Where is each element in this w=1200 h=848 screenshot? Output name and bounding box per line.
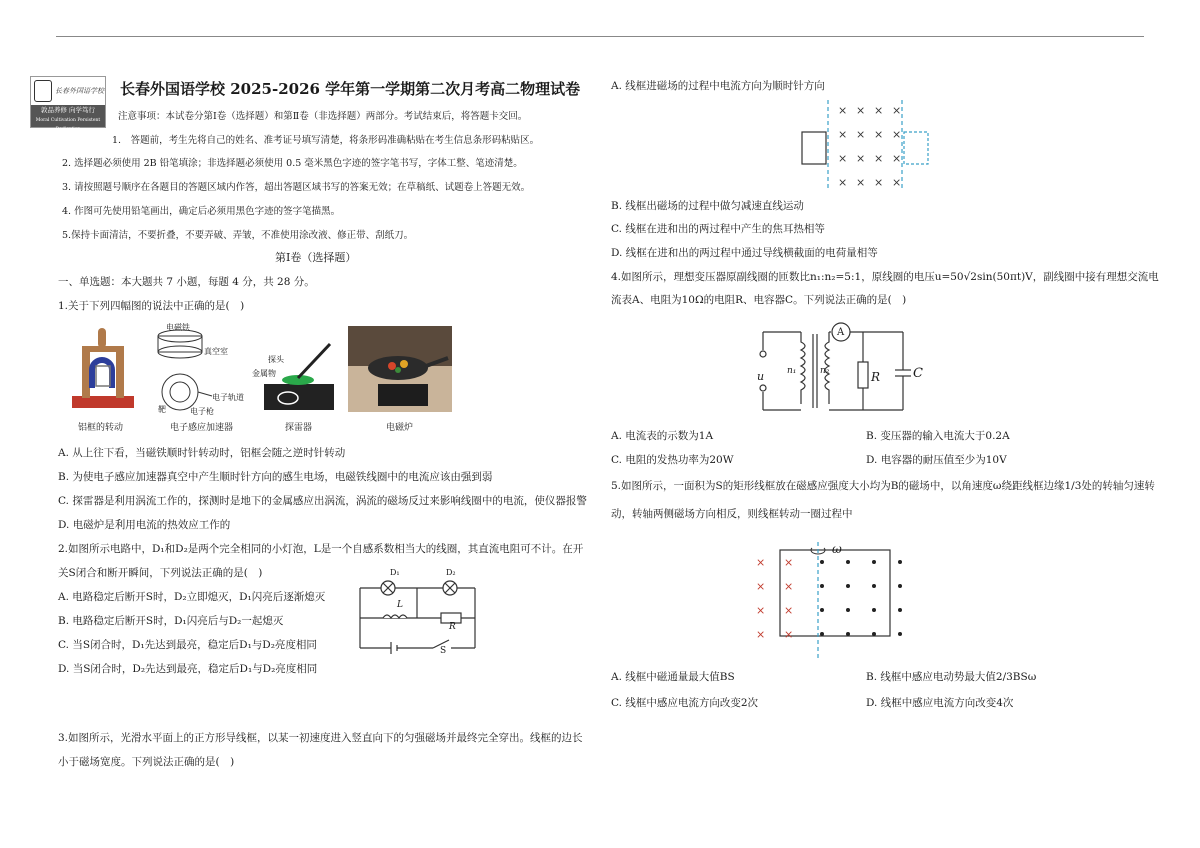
school-logo: [30, 76, 106, 132]
field-out-of-page-dot: [820, 584, 824, 588]
q3-stem-line2: 小于磁场宽度。下列说法正确的是( ): [58, 756, 235, 768]
q2-label-s: S: [440, 646, 447, 656]
q4-option-c: C. 电阻的发热功率为20W: [611, 454, 734, 466]
q4-option-d: D. 电容器的耐压值至少为10V: [866, 454, 1007, 466]
q2-option-a: A. 电路稳定后断开S时，D₂立即熄灭，D₁闪亮后逐渐熄灭: [58, 591, 326, 603]
field-out-of-page-dot: [872, 632, 876, 636]
q1-label-metal: 金属物: [252, 369, 276, 378]
q1-label-probe: 探头: [268, 355, 284, 364]
field-out-of-page-dot: [898, 560, 902, 564]
q1-label-target: 靶: [158, 405, 166, 414]
field-into-page-mark: ×: [756, 604, 766, 617]
q4-stem-line1: 4.如图所示，理想变压器原副线圈的匝数比n₁:n₂=5:1，原线圈的电压u=50√2sin(50πt)V，副线圈中接有理想交流电: [611, 271, 1159, 283]
q5-rotating-frame-diagram: [750, 538, 920, 662]
q1-fig-induction-cooker: [348, 326, 452, 412]
q2-label-d2: D₂: [446, 568, 456, 577]
field-into-page-mark: ×: [784, 604, 794, 617]
field-out-of-page-dot: [820, 608, 824, 612]
field-out-of-page-dot: [898, 608, 902, 612]
q1-label-vacuum: 真空室: [204, 347, 228, 356]
q3-option-d: D. 线框在进和出的两过程中通过导线横截面的电荷量相等: [611, 247, 878, 259]
field-into-page-mark: ×: [892, 152, 902, 165]
q4-transformer-circuit: [755, 320, 935, 420]
field-out-of-page-dot: [820, 560, 824, 564]
field-into-page-mark: ×: [874, 152, 884, 165]
q5-omega-label: ω: [832, 542, 842, 556]
q5-option-d: D. 线框中感应电流方向改变4次: [866, 697, 1014, 709]
section-instruction: 一、单选题：本大题共 7 小题，每题 4 分，共 28 分。: [58, 276, 315, 288]
notes-item-4: 4. 作图可先使用铅笔画出，确定后必须用黑色字迹的签字笔描黑。: [62, 206, 341, 217]
field-out-of-page-dot: [898, 632, 902, 636]
q1-option-a: A. 从上往下看，当磁铁顺时针转动时，铝框会随之逆时针转动: [58, 447, 346, 459]
q5-option-c: C. 线框中感应电流方向改变2次: [611, 697, 759, 709]
field-into-page-mark: ×: [856, 152, 866, 165]
field-out-of-page-dot: [846, 608, 850, 612]
field-into-page-mark: ×: [874, 176, 884, 189]
field-into-page-mark: ×: [874, 104, 884, 117]
field-into-page-mark: ×: [784, 628, 794, 641]
field-into-page-mark: ×: [838, 152, 848, 165]
q1-caption-3: 探雷器: [285, 423, 313, 433]
q1-option-b: B. 为使电子感应加速器真空中产生顺时针方向的感生电场，电磁铁线圈中的电流应该由强到弱: [58, 471, 493, 483]
notes-item-1: 1. 答题前，考生先将自己的姓名、准考证号填写清楚，将条形码准确粘贴在考生信息条形码粘贴区。: [112, 135, 540, 146]
q3-option-a: A. 线框进磁场的过程中电流方向为顺时针方向: [611, 80, 825, 92]
field-into-page-mark: ×: [784, 556, 794, 569]
q4-label-n2: n₂: [820, 366, 830, 376]
logo-motto: 敦品养修 向学笃行: [40, 106, 96, 114]
q3-option-c: C. 线框在进和出的两过程中产生的焦耳热相等: [611, 223, 825, 235]
field-into-page-mark: ×: [856, 128, 866, 141]
q5-option-a: A. 线框中磁通量最大值BS: [611, 671, 735, 683]
q3-option-b: B. 线框出磁场的过程中做匀减速直线运动: [611, 200, 804, 212]
q3-magnetic-field-diagram: [800, 98, 940, 190]
field-into-page-mark: ×: [756, 556, 766, 569]
q4-option-b: B. 变压器的输入电流大于0.2A: [866, 430, 1010, 442]
field-out-of-page-dot: [872, 584, 876, 588]
field-into-page-mark: ×: [838, 128, 848, 141]
q2-option-b: B. 电路稳定后断开S时，D₁闪亮后与D₂一起熄灭: [58, 615, 284, 627]
q1-label-magnet: 电磁铁: [166, 323, 190, 332]
q2-option-c: C. 当S闭合时，D₁先达到最亮，稳定后D₁与D₂亮度相同: [58, 639, 317, 651]
field-into-page-mark: ×: [838, 176, 848, 189]
q3-stem-line1: 3.如图所示，光滑水平面上的正方形导线框，以某一初速度进入竖直向下的匀强磁场并最终完全穿出。线框的边长: [58, 732, 583, 744]
q2-label-r: R: [449, 622, 456, 632]
q4-label-c: C: [913, 366, 923, 381]
field-into-page-mark: ×: [892, 128, 902, 141]
q4-label-u: u: [757, 370, 765, 383]
field-into-page-mark: ×: [892, 176, 902, 189]
q1-option-d: D. 电磁炉是利用电流的热效应工作的: [58, 519, 231, 531]
q1-label-gun: 电子枪: [190, 407, 214, 416]
field-out-of-page-dot: [898, 584, 902, 588]
field-out-of-page-dot: [820, 632, 824, 636]
field-into-page-mark: ×: [756, 580, 766, 593]
q1-stem: 1.关于下列四幅图的说法中正确的是( ): [58, 300, 245, 312]
q4-label-n1: n₁: [787, 366, 797, 376]
field-into-page-mark: ×: [784, 580, 794, 593]
logo-school-name: 长春外国语学校: [55, 87, 104, 95]
q5-stem-line1: 5.如图所示，一面积为S的矩形线框放在磁感应强度大小均为B的磁场中，以角速度ω绕距线框边缘1/3处的转轴匀速转: [611, 480, 1155, 492]
top-rule: [56, 36, 1144, 37]
q1-label-orbit: 电子轨道: [212, 393, 244, 402]
q2-stem-line1: 2.如图所示电路中，D₁和D₂是两个完全相同的小灯泡，L是一个自感系数相当大的线圈，其直流电阻可不计。在开: [58, 543, 584, 555]
notes-item-3: 3. 请按照题号顺序在各题目的答题区域内作答，超出答题区域书写的答案无效；在草稿纸、试题卷上答题无效。: [62, 182, 531, 193]
field-out-of-page-dot: [872, 560, 876, 564]
field-into-page-mark: ×: [756, 628, 766, 641]
field-out-of-page-dot: [846, 560, 850, 564]
q1-caption-2: 电子感应加速器: [170, 423, 234, 433]
q1-caption-4: 电磁炉: [386, 423, 414, 433]
field-out-of-page-dot: [846, 584, 850, 588]
notes-item-5: 5.保持卡面清洁，不要折叠，不要弄破、弄皱，不准使用涂改液、修正带、刮纸刀。: [62, 230, 414, 241]
q5-option-b: B. 线框中感应电动势最大值2/3BSω: [866, 671, 1037, 683]
logo-motto-en: Moral Cultivation Persistent Dedication: [35, 118, 101, 132]
school-seal-icon: [34, 80, 52, 102]
field-out-of-page-dot: [872, 608, 876, 612]
q2-label-l: L: [397, 600, 403, 610]
field-into-page-mark: ×: [856, 176, 866, 189]
field-into-page-mark: ×: [838, 104, 848, 117]
q5-stem-line2: 动，转轴两侧磁场方向相反，则线框转动一圈过程中: [611, 508, 853, 520]
q1-caption-1: 铝框的转动: [78, 423, 124, 433]
notes-item-2: 2. 选择题必须使用 2B 铅笔填涂；非选择题必须使用 0.5 毫米黑色字迹的签字笔书写，字体工整、笔迹清楚。: [62, 158, 523, 169]
section-title: 第Ⅰ卷（选择题）: [275, 251, 357, 264]
q4-label-r: R: [871, 370, 881, 384]
q4-option-a: A. 电流表的示数为1A: [611, 430, 714, 442]
field-into-page-mark: ×: [856, 104, 866, 117]
q2-stem-line2: 关S闭合和断开瞬间，下列说法正确的是( ): [58, 567, 263, 579]
q2-circuit-diagram: [355, 566, 485, 658]
notes-intro: 注意事项：本试卷分第Ⅰ卷（选择题）和第Ⅱ卷（非选择题）两部分。考试结束后，将答题卡交回。: [118, 111, 528, 122]
field-into-page-mark: ×: [892, 104, 902, 117]
field-out-of-page-dot: [846, 632, 850, 636]
q2-option-d: D. 当S闭合时，D₂先达到最亮，稳定后D₁与D₂亮度相同: [58, 663, 318, 675]
q1-option-c: C. 探雷器是利用涡流工作的，探测时是地下的金属感应出涡流，涡流的磁场反过来影响线圈中的电流，使仪器报警: [58, 495, 587, 507]
q4-label-a: A: [837, 327, 845, 338]
exam-title: 长春外国语学校 2025-2026 学年第一学期第二次月考高二物理试卷: [120, 80, 581, 98]
q2-label-d1: D₁: [390, 568, 400, 577]
field-into-page-mark: ×: [874, 128, 884, 141]
q4-stem-line2: 流表A、电阻为10Ω的电阻R、电容器C。下列说法正确的是( ): [611, 294, 907, 306]
q1-fig-aluminum-frame: [68, 326, 138, 416]
